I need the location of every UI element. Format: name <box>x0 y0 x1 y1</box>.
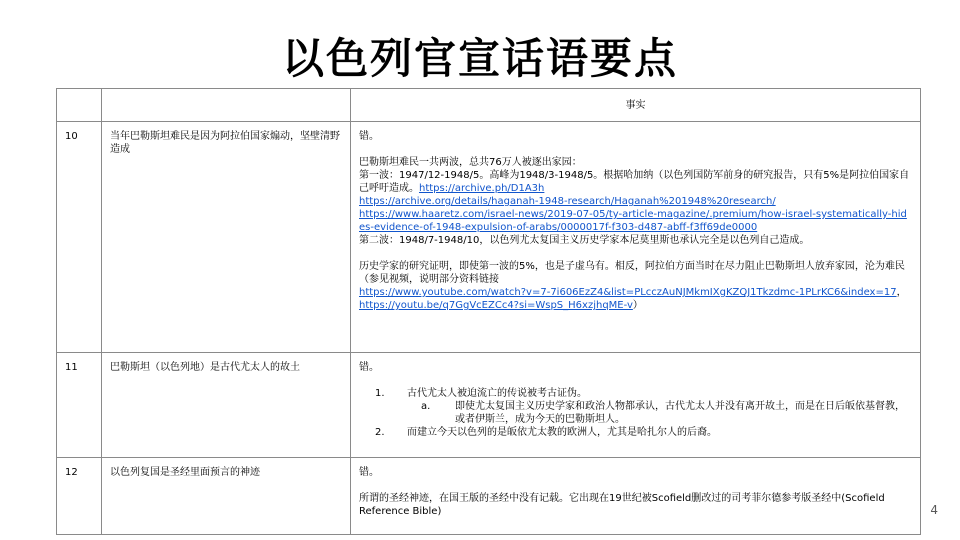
sub-list-marker: a. <box>421 401 431 412</box>
fact-list <box>359 387 912 439</box>
sub-list-item <box>359 400 912 426</box>
fact-paragraph: 历史学家的研究证明，即使第一波的5%，也是子虚乌有。相反，阿拉伯方面当时在尽力阻止巴勒斯坦人放弃家园，沦为难民（参见视频，说明部分资料链接 <box>359 261 905 285</box>
fact-verdict: 错。 <box>359 362 379 373</box>
fact-cell <box>351 122 921 353</box>
table-row <box>57 353 921 458</box>
facts-table <box>56 88 921 535</box>
fact-paragraph: 巴勒斯坦难民一共两波，总共76万人被逐出家园： <box>359 157 582 168</box>
page-number: 4 <box>930 503 938 517</box>
header-cell-claim <box>102 89 351 122</box>
sub-list-item-text: 即使尤太复国主义历史学家和政治人物都承认，古代尤太人并没有离开故土，而是在日后皈依基督教，或者伊斯兰，成为今天的巴勒斯坦人。 <box>455 401 905 425</box>
source-link-archive-org[interactable]: https://archive.org/details/haganah-1948-research/Haganah%201948%20research/ <box>359 196 776 207</box>
row-number: 10 <box>57 122 102 353</box>
list-marker: 2. <box>375 427 385 438</box>
source-link-youtube-playlist[interactable]: https://www.youtube.com/watch?v=7-7i606EzZ4&list=PLcczAuNJMkmIXgKZQJ1Tkzdmc-1PLrKC6&index=17 <box>359 287 897 298</box>
row-number: 12 <box>57 458 102 535</box>
row-number: 11 <box>57 353 102 458</box>
list-item-text: 而建立今天以色列的是皈依尤太教的欧洲人，尤其是哈扎尔人的后裔。 <box>407 427 717 438</box>
closing-paren: ） <box>632 300 643 311</box>
list-item-text: 古代尤太人被迫流亡的传说被考古证伪。 <box>407 388 587 399</box>
list-item <box>359 387 912 400</box>
header-cell-number <box>57 89 102 122</box>
fact-paragraph-with-links <box>359 169 912 234</box>
table-row <box>57 122 921 353</box>
link-separator: ， <box>896 287 907 298</box>
source-link-haaretz[interactable]: https://www.haaretz.com/israel-news/2019-07-05/ty-article-magazine/.premium/how-israel-systematically-hides-evidence-of-1948-expulsion-of-arabs/0000017f-f303-d487-abff-f3ff69de0000 <box>359 209 907 233</box>
fact-verdict: 错。 <box>359 131 379 142</box>
list-marker: 1. <box>375 388 385 399</box>
list-item <box>359 426 912 439</box>
fact-paragraph: 所谓的圣经神迹，在国王版的圣经中没有记载。它出现在19世纪被Scofield删改过的司考菲尔德参考版圣经中(Scofield Reference Bible) <box>359 493 885 517</box>
fact-paragraph-with-links <box>359 260 912 312</box>
fact-paragraph: 第一波：1947/12-1948/5。高峰为1948/3-1948/5。根据哈加纳（以色列国防军前身的研究报告，只有5%是阿拉伯国家自己呼吁造成。 <box>359 170 910 194</box>
table-row <box>57 458 921 535</box>
table-header-row <box>57 89 921 122</box>
fact-cell <box>351 458 921 535</box>
fact-verdict: 错。 <box>359 467 379 478</box>
claim-text: 以色列复国是圣经里面预言的神迹 <box>102 458 351 535</box>
header-cell-fact: 事实 <box>351 89 921 122</box>
claim-text: 巴勒斯坦（以色列地）是古代尤太人的故土 <box>102 353 351 458</box>
fact-paragraph: 第二波：1948/7-1948/10，以色列尤太复国主义历史学家本尼莫里斯也承认完全是以色列自己造成。 <box>359 235 810 246</box>
claim-text: 当年巴勒斯坦难民是因为阿拉伯国家煽动，坚壁清野造成 <box>102 122 351 353</box>
source-link-archive-ph[interactable]: https://archive.ph/D1A3h <box>419 183 545 194</box>
fact-cell <box>351 353 921 458</box>
slide-title: 以色列官宣话语要点 <box>281 34 678 83</box>
source-link-youtube-short[interactable]: https://youtu.be/q7GgVcEZCc4?si=WspS_H6xzjhqME-v <box>359 300 633 311</box>
